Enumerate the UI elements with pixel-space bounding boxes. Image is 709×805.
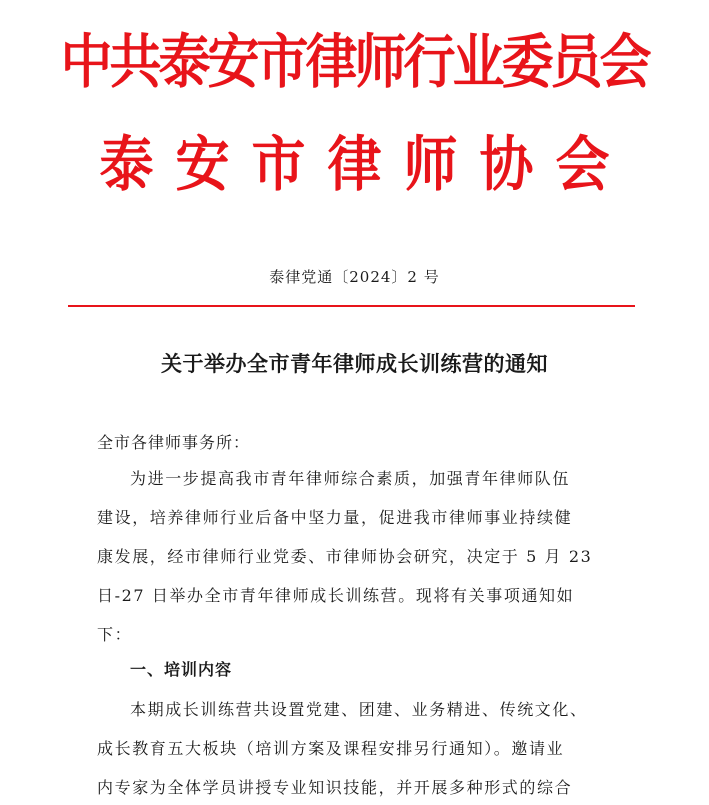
paragraph-line: 为进一步提高我市青年律师综合素质，加强青年律师队伍 — [130, 469, 571, 488]
paragraph-line: 内专家为全体学员讲授专业知识技能，并开展多种形式的综合 — [97, 778, 573, 797]
header-divider — [68, 305, 635, 307]
notice-title: 关于举办全市青年律师成长训练营的通知 — [161, 351, 548, 376]
paragraph-line: 康发展，经市律师行业党委、市律师协会研究，决定于 5 月 23 — [97, 547, 593, 566]
paragraph-line: 日-27 日举办全市青年律师成长训练营。现将有关事项通知如 — [97, 586, 575, 605]
salutation: 全市各律师事务所： — [97, 433, 251, 452]
paragraph-line: 本期成长训练营共设置党建、团建、业务精进、传统文化、 — [130, 700, 588, 719]
paragraph-line: 成长教育五大板块（培训方案及课程安排另行通知）。邀请业 — [97, 739, 565, 758]
document-number: 泰律党通〔2024〕2 号 — [269, 268, 440, 286]
paragraph-line: 下： — [97, 625, 133, 644]
issuing-org-party-committee: 中共泰安市律师行业委员会 — [60, 29, 649, 97]
section-heading: 一、培训内容 — [130, 660, 233, 679]
issuing-org-lawyers-association: 泰安市律师协会 — [99, 129, 632, 200]
paragraph-line: 建设，培养律师行业后备中坚力量，促进我市律师事业持续健 — [97, 508, 573, 527]
